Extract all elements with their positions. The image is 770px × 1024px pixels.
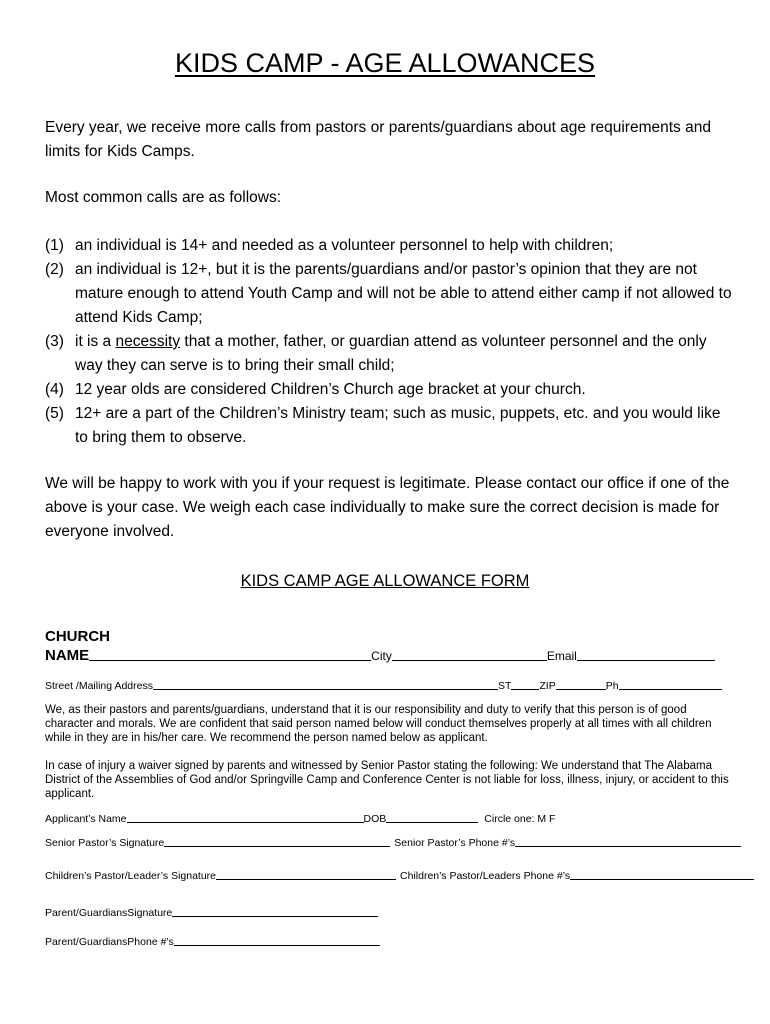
list-item bbox=[45, 402, 735, 450]
phone-label: Ph bbox=[605, 680, 619, 692]
list-item-number: (3) bbox=[45, 333, 64, 350]
closing-paragraph: We will be happy to work with you if your request is legitimate. Please contact our office if one of the above is your case. We weigh each case individually to make sure the correct decision is made for everyone involved. bbox=[45, 475, 730, 540]
zip-label: ZIP bbox=[539, 680, 556, 692]
list-item bbox=[45, 330, 735, 378]
list-item-number: (5) bbox=[45, 405, 64, 422]
list-item-text: an individual is 12+, but it is the parents/guardians and/or pastor’s opinion that they are not mature enough to attend Youth Camp and will not be able to attend either camp if not allowed to attend Kids Camp; bbox=[75, 261, 732, 326]
childrens-pastor-phone-label: Children’s Pastor/Leaders Phone #’s bbox=[400, 870, 571, 882]
list-item-number: (1) bbox=[45, 237, 64, 254]
childrens-pastor-phone-field[interactable] bbox=[570, 878, 754, 880]
address-row bbox=[45, 680, 722, 692]
list-item-text: 12 year olds are considered Children’s Church age bracket at your church. bbox=[75, 381, 586, 398]
church-label: CHURCH bbox=[45, 628, 110, 645]
city-field[interactable] bbox=[392, 659, 547, 661]
character-statement: We, as their pastors and parents/guardians, understand that it is our responsibility and duty to verify that this person is of good character and morals. We are confident that said person named below will conduct themselves properly at all times with all children while in they are in his/her care. We recommend the person named below as applicant. bbox=[45, 704, 712, 744]
phone-field[interactable] bbox=[619, 688, 722, 690]
parent-signature-row bbox=[45, 907, 378, 919]
page-title: KIDS CAMP - AGE ALLOWANCES bbox=[174, 48, 596, 78]
parent-phone-field[interactable] bbox=[174, 944, 380, 946]
parent-phone-label: Parent/GuardiansPhone #’s bbox=[45, 936, 174, 948]
list-item-number: (4) bbox=[45, 381, 64, 398]
email-field[interactable] bbox=[577, 659, 715, 661]
list-item bbox=[45, 234, 735, 258]
senior-pastor-phone-field[interactable] bbox=[515, 845, 741, 847]
senior-pastor-signature-label: Senior Pastor’s Signature bbox=[45, 837, 165, 849]
state-label: ST bbox=[497, 680, 512, 692]
list-item-text-post: that a mother, father, or guardian attend as volunteer personnel and the only way they can serve is to bring their small child; bbox=[75, 333, 707, 374]
underlined-word: necessity bbox=[115, 333, 181, 350]
zip-field[interactable] bbox=[556, 688, 606, 690]
parent-phone-row bbox=[45, 936, 380, 948]
parent-signature-field[interactable] bbox=[172, 915, 378, 917]
list-item-text-pre: it is a bbox=[75, 333, 116, 350]
street-address-field[interactable] bbox=[153, 688, 498, 690]
common-calls-heading: Most common calls are as follows: bbox=[45, 189, 282, 206]
applicant-name-label: Applicant’s Name bbox=[45, 813, 127, 825]
childrens-pastor-row bbox=[45, 870, 754, 882]
list-item bbox=[45, 378, 735, 402]
senior-pastor-signature-field[interactable] bbox=[164, 845, 390, 847]
injury-waiver-statement: In case of injury a waiver signed by parents and witnessed by Senior Pastor stating the following: We understand that The Alabama District of the Assemblies of God and/or Springville Camp and Conference Center is not liable for loss, illness, injury, or accident to this applicant. bbox=[45, 760, 729, 800]
list-item-text: 12+ are a part of the Children’s Ministry team; such as music, puppets, etc. and you would like to bring them to observe. bbox=[75, 405, 721, 446]
intro-paragraph: Every year, we receive more calls from pastors or parents/guardians about age requirements and limits for Kids Camps. bbox=[45, 119, 711, 160]
name-label: NAME bbox=[45, 647, 90, 664]
church-name-field[interactable] bbox=[89, 659, 371, 661]
senior-pastor-row bbox=[45, 837, 741, 849]
list-item-text: an individual is 14+ and needed as a volunteer personnel to help with children; bbox=[75, 237, 614, 254]
applicant-row bbox=[45, 813, 555, 825]
circle-one-gender[interactable]: Circle one: M F bbox=[484, 813, 556, 825]
state-field[interactable] bbox=[511, 688, 539, 690]
senior-pastor-phone-label: Senior Pastor’s Phone #’s bbox=[394, 837, 516, 849]
email-label: Email bbox=[546, 649, 577, 663]
childrens-pastor-signature-field[interactable] bbox=[216, 878, 396, 880]
form-title: KIDS CAMP AGE ALLOWANCE FORM bbox=[240, 572, 530, 590]
common-calls-list bbox=[45, 234, 735, 450]
list-item bbox=[45, 258, 735, 330]
childrens-pastor-signature-label: Children’s Pastor/Leader’s Signature bbox=[45, 870, 217, 882]
parent-signature-label: Parent/GuardiansSignature bbox=[45, 907, 173, 919]
dob-field[interactable] bbox=[386, 821, 478, 823]
applicant-name-field[interactable] bbox=[127, 821, 364, 823]
church-name-row bbox=[45, 647, 715, 664]
street-address-label: Street /Mailing Address bbox=[45, 680, 153, 692]
dob-label: DOB bbox=[363, 813, 387, 825]
list-item-number: (2) bbox=[45, 261, 64, 278]
city-label: City bbox=[371, 649, 392, 663]
